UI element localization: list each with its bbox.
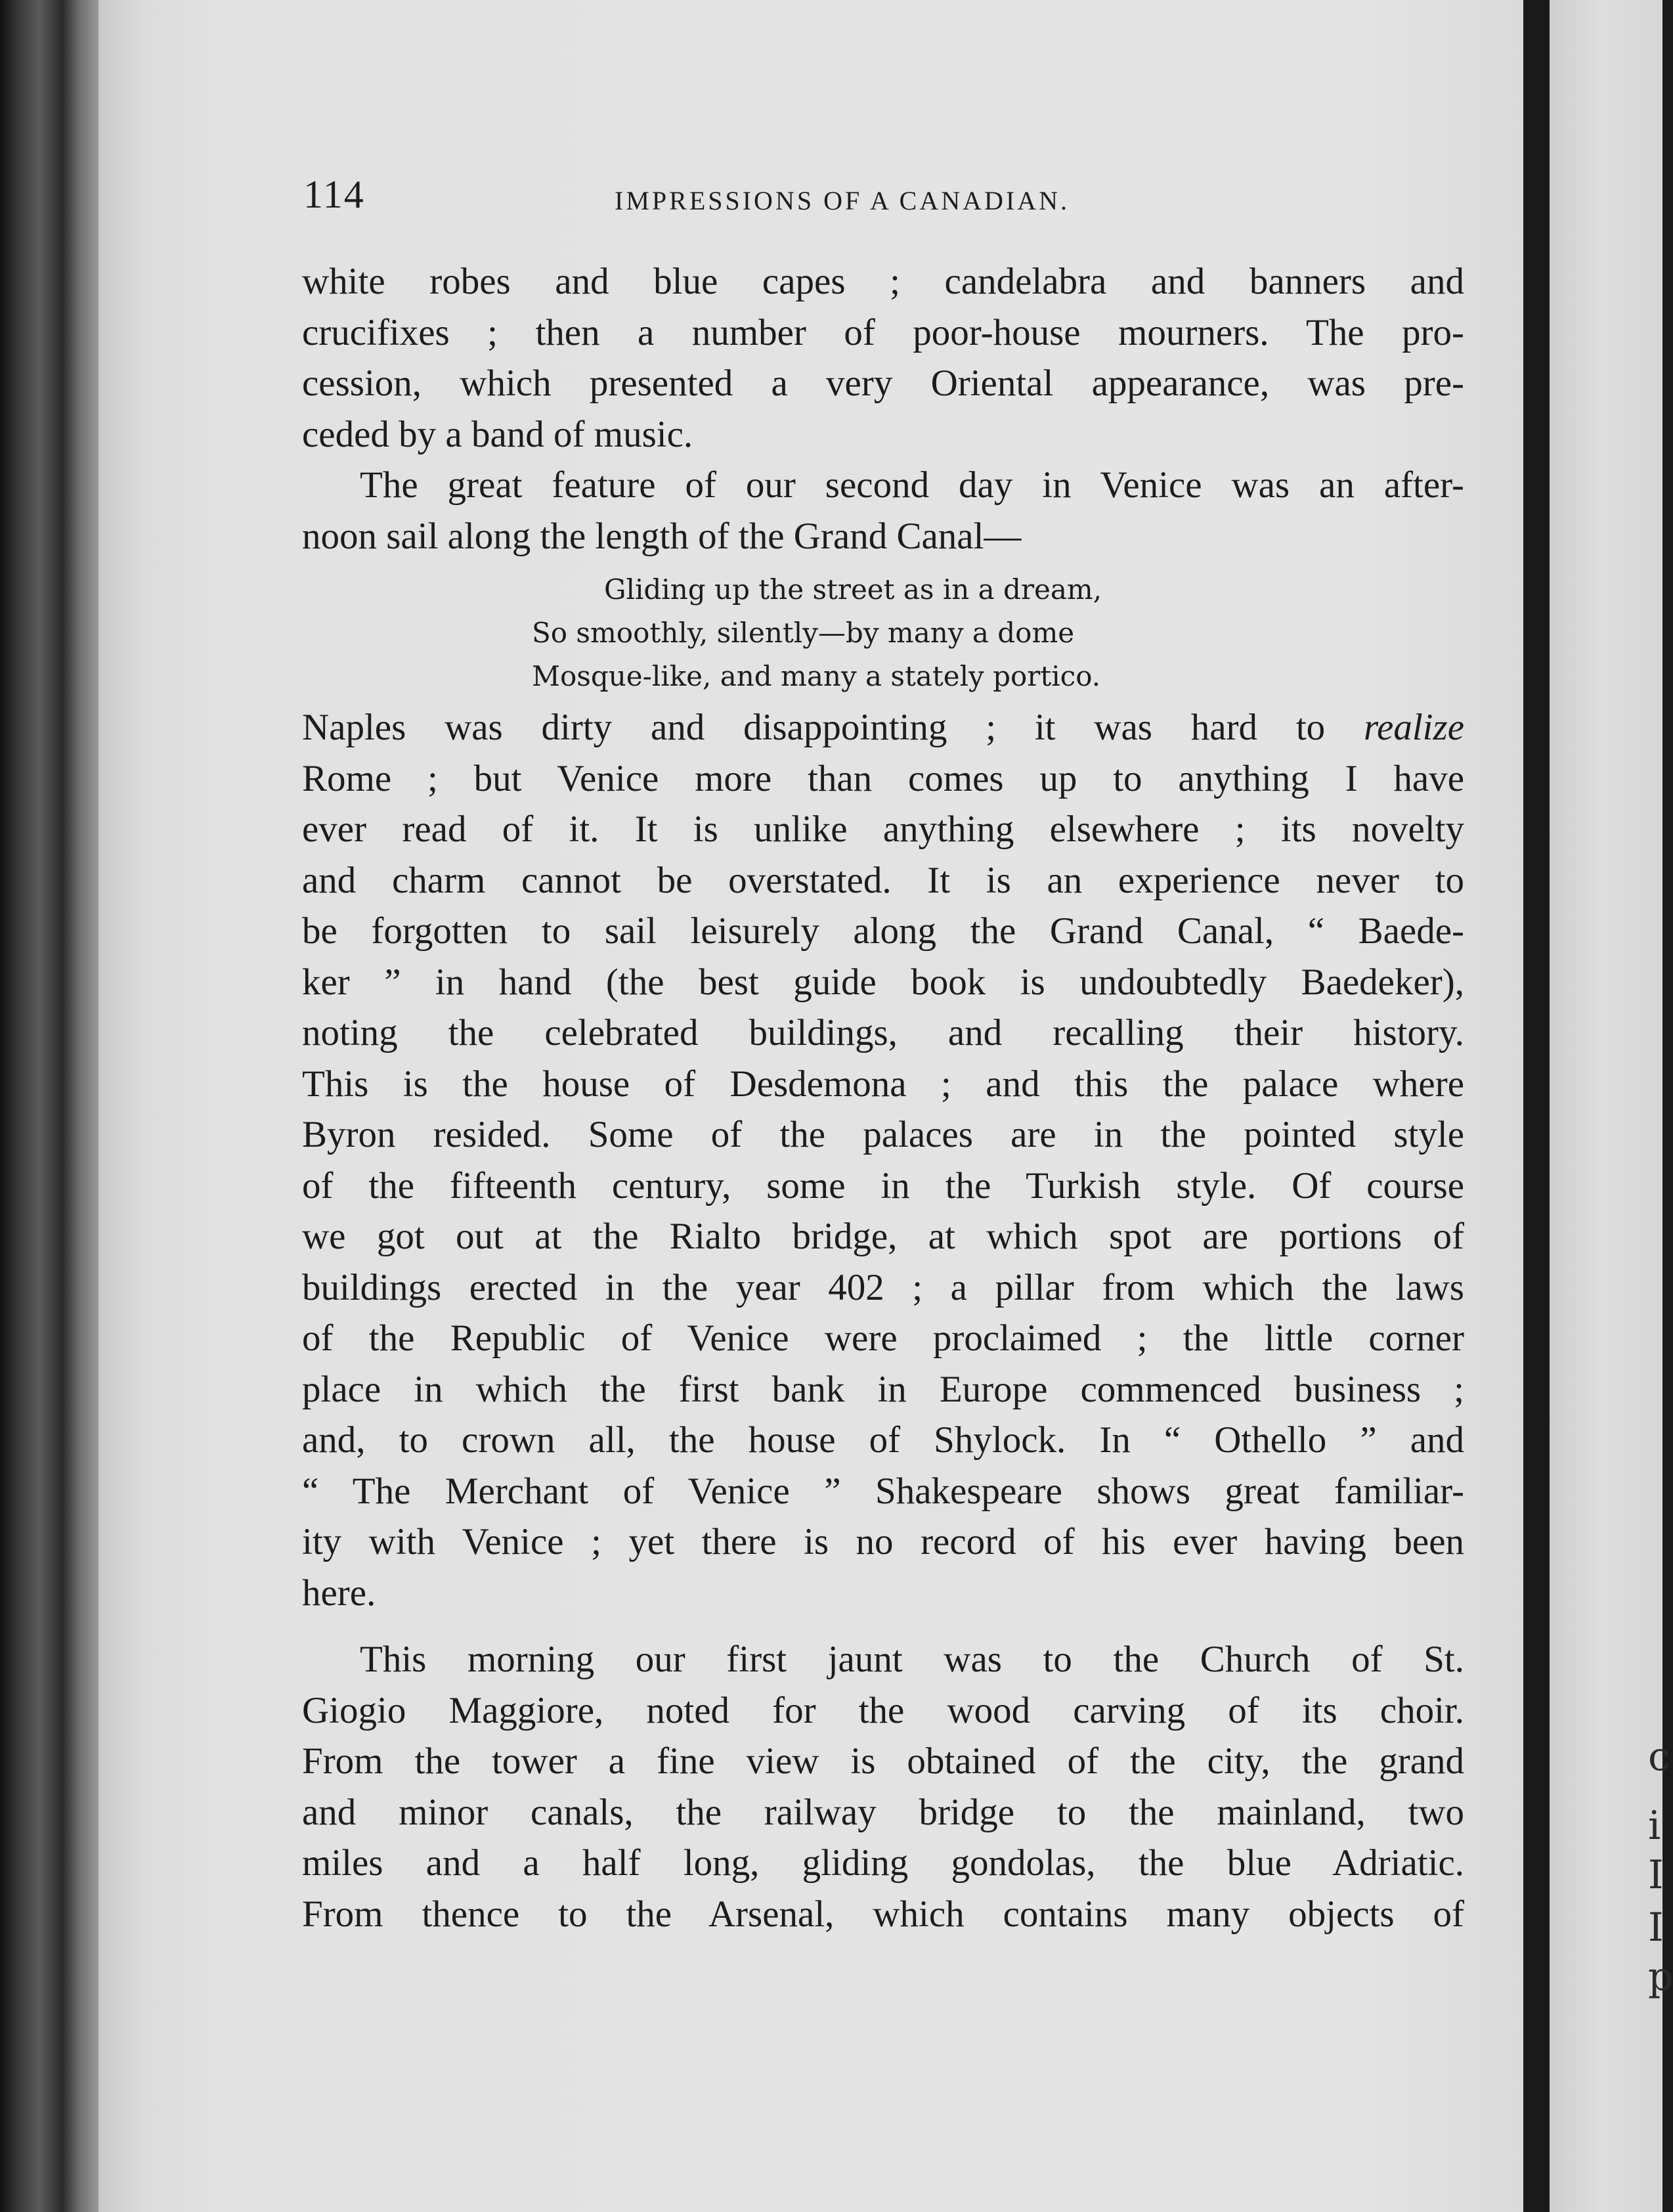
text-line: Byron resided. Some of the palaces are in the pointed style: [302, 1114, 1464, 1155]
text-line: This is the house of Desdemona ; and this the palace where: [302, 1063, 1464, 1105]
page-number: 114: [303, 173, 365, 216]
text-line: be forgotten to sail leisurely along the Grand Canal, “ Baede-: [302, 910, 1464, 952]
verse-line: Gliding up the street as in a dream,: [604, 573, 1102, 606]
text-line: “ The Merchant of Venice ” Shakespeare shows great familiar-: [302, 1470, 1464, 1512]
text-line: place in which the first bank in Europe commenced business ;: [302, 1368, 1464, 1410]
facing-page-letter: I: [1648, 1905, 1664, 1951]
text-line: Rome ; but Venice more than comes up to anything I have: [302, 757, 1464, 799]
text-line: From thence to the Arsenal, which contains many objects of: [302, 1893, 1464, 1935]
text-line: noting the celebrated buildings, and recalling their history.: [302, 1012, 1464, 1053]
text-line: here.: [302, 1572, 376, 1614]
paragraph-gap: [302, 1618, 1464, 1634]
book-gutter: [1523, 0, 1550, 2212]
text-line: ity with Venice ; yet there is no record of his ever having been: [302, 1521, 1464, 1562]
text-line: and charm cannot be overstated. It is an experience never to: [302, 859, 1464, 901]
text-line: The great feature of our second day in Venice was an after-: [360, 464, 1464, 506]
facing-page-edge: [1550, 0, 1662, 2212]
text-line: From the tower a fine view is obtained of the city, the grand: [302, 1740, 1464, 1782]
running-head: IMPRESSIONS OF A CANADIAN.: [615, 186, 1070, 215]
facing-page-letter: I: [1648, 1852, 1664, 1898]
text-line: miles and a half long, gliding gondolas, the blue Adriatic.: [302, 1842, 1464, 1884]
text-line: Giogio Maggiore, noted for the wood carving of its choir.: [302, 1689, 1464, 1731]
verse-line: Mosque-like, and many a stately portico.: [532, 660, 1101, 692]
text-line: of the fifteenth century, some in the Turkish style. Of course: [302, 1164, 1464, 1206]
page-header: [303, 172, 1177, 225]
text-line: and, to crown all, the house of Shylock. In “ Othello ” and: [302, 1419, 1464, 1461]
text-line: noon sail along the length of the Grand Canal—: [302, 515, 1022, 557]
verse-quotation: [302, 568, 1464, 698]
paragraph: [302, 1634, 1464, 1939]
text-line: buildings erected in the year 402 ; a pillar from which the laws: [302, 1266, 1464, 1308]
text-line: [302, 702, 1464, 753]
text-line: ker ” in hand (the best guide book is undoubtedly Baedeker),: [302, 961, 1464, 1003]
paragraph: [302, 256, 1464, 460]
text-line: white robes and blue capes ; candelabra and banners and: [302, 261, 1464, 302]
facing-page-letter: p: [1648, 1954, 1673, 2000]
text-line: and minor canals, the railway bridge to the mainland, two: [302, 1791, 1464, 1833]
page-body: [302, 256, 1464, 1939]
text-line: ever read of it. It is unlike anything elsewhere ; its novelty: [302, 808, 1464, 850]
text-line: This morning our first jaunt was to the Church of St.: [360, 1639, 1464, 1680]
italic-word: realize: [1363, 707, 1464, 748]
verse-line: So smoothly, silently—by many a dome: [532, 617, 1075, 649]
facing-page-letter: c: [1648, 1734, 1670, 1780]
facing-page-letter: i: [1648, 1803, 1661, 1849]
text-segment: Naples was dirty and disappointing ; it was hard to: [302, 707, 1364, 748]
text-line: ceded by a band of music.: [302, 413, 693, 455]
text-line: we got out at the Rialto bridge, at which spot are portions of: [302, 1216, 1464, 1257]
text-line: of the Republic of Venice were proclaimed ; the little corner: [302, 1317, 1464, 1359]
paragraph: [302, 460, 1464, 562]
text-line: cession, which presented a very Oriental appearance, was pre-: [302, 363, 1464, 404]
paragraph: [302, 702, 1464, 1618]
text-line: crucifixes ; then a number of poor-house mourners. The pro-: [302, 311, 1464, 353]
